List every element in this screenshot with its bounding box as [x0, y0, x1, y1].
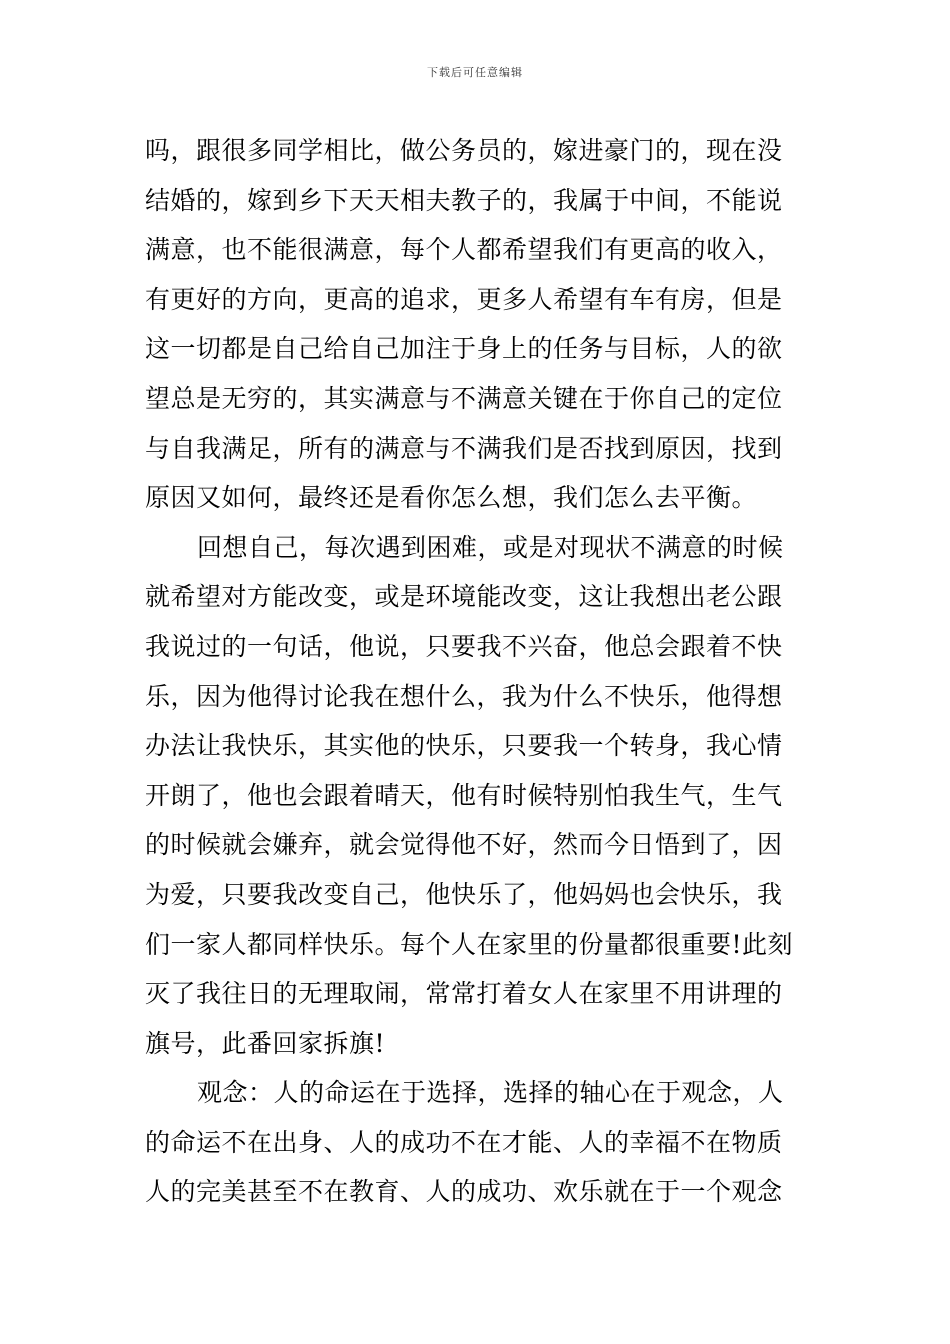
text-line: 开朗了，他也会跟着晴天，他有时候特别怕我生气，生气 — [145, 780, 783, 810]
page-header: 下载后可任意编辑 — [427, 66, 523, 79]
text-line: 结婚的，嫁到乡下天天相夫教子的，我属于中间，不能说 — [145, 185, 783, 215]
paragraph-start-line: 回想自己，每次遇到困难，或是对现状不满意的时候 — [197, 532, 784, 562]
text-line: 人的完美甚至不在教育、人的成功、欢乐就在于一个观念 — [145, 1177, 783, 1207]
text-line: 的命运不在出身、人的成功不在才能、人的幸福不在物质 — [145, 1127, 783, 1157]
text-line: 就希望对方能改变，或是环境能改变，这让我想出老公跟 — [145, 582, 783, 612]
text-line: 们一家人都同样快乐。每个人在家里的份量都很重要!此刻 — [145, 929, 794, 959]
text-line: 的时候就会嫌弃，就会觉得他不好，然而今日悟到了，因 — [145, 830, 783, 860]
text-line: 办法让我快乐，其实他的快乐，只要我一个转身，我心情 — [145, 731, 783, 761]
text-line: 我说过的一句话，他说，只要我不兴奋，他总会跟着不快 — [145, 631, 783, 661]
text-line: 乐，因为他得讨论我在想什么，我为什么不快乐，他得想 — [145, 681, 783, 711]
text-line: 这一切都是自己给自己加注于身上的任务与目标，人的欲 — [145, 334, 783, 364]
document-body — [145, 126, 805, 1217]
text-line: 满意，也不能很满意，每个人都希望我们有更高的收入， — [145, 235, 783, 265]
text-line: 原因又如何，最终还是看你怎么想，我们怎么去平衡。 — [145, 483, 758, 513]
text-line: 有更好的方向，更高的追求，更多人希望有车有房，但是 — [145, 284, 783, 314]
paragraph-start-line: 观念：人的命运在于选择，选择的轴心在于观念，人 — [197, 1078, 784, 1108]
text-line: 吗，跟很多同学相比，做公务员的，嫁进豪门的，现在没 — [145, 136, 783, 165]
text-line: 与自我满足，所有的满意与不满我们是否找到原因，找到 — [145, 433, 783, 463]
text-line: 望总是无穷的，其实满意与不满意关键在于你自己的定位 — [145, 383, 783, 413]
text-line: 灭了我往日的无理取闹，常常打着女人在家里不用讲理的 — [145, 979, 783, 1009]
text-line: 旗号，此番回家拆旗! — [145, 1028, 386, 1058]
text-line: 为爱，只要我改变自己，他快乐了，他妈妈也会快乐，我 — [145, 879, 783, 909]
